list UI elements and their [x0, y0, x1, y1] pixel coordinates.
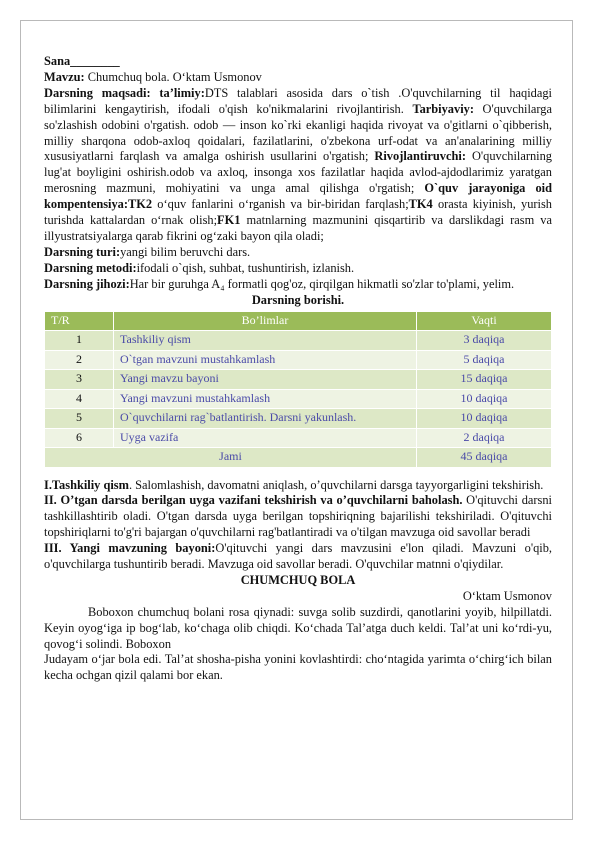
total-value: 45 daqiqa: [417, 448, 552, 468]
row-time: 5 daqiqa: [417, 350, 552, 370]
row-number: 4: [45, 389, 114, 409]
lesson-equipment-value: Har bir guruhga A₄ formatli qog'oz, qirqilgan hikmatli so'zlar to'plami, yelim.: [129, 276, 515, 291]
table-total-row: [45, 448, 552, 468]
row-stage: Tashkiliy qism: [114, 331, 417, 351]
row-time: 3 daqiqa: [417, 331, 552, 351]
section-new-topic: [44, 541, 552, 573]
row-time: 15 daqiqa: [417, 370, 552, 390]
tk4-text: orasta kiyinish, yurish turishda kattalardan o‘rnak olish;: [44, 197, 552, 228]
fk1-label: FK1: [217, 213, 241, 228]
lesson-method-label: Darsning metodi:: [44, 260, 137, 275]
competence-text: o‘quv fanlarini o‘rganish va bir-biridan farqlash;: [152, 197, 409, 212]
fk1-text: matnlarning mazmunini qisqartirib va darslikdagi rasm va illyustratsiyalarga qarab fikrini og‘zaki bayon qila oladi;: [44, 213, 552, 243]
row-stage: O`tgan mavzuni mustahkamlash: [114, 350, 417, 370]
section-1-label: I.Tashkiliy qism: [44, 477, 129, 492]
educational-label: Tarbiyaviy:: [412, 101, 474, 116]
row-stage: Uyga vazifa: [114, 428, 417, 448]
document-body: [44, 54, 552, 684]
row-number: 5: [45, 409, 114, 429]
table-row: [45, 428, 552, 448]
section-2-text: O'qituvchi darsni tashkillashtirib oladi. O'tgan darsda uyga berilgan topshiriqning bajarilishi tekshiriladi. O'qituvchi topshiriqlarni to'g'ri bajargan o'quvchilarni rag'batlantiradi va o'tilgan mavzuga oid savollar beradi: [44, 493, 552, 540]
story-title: CHUMCHUQ BOLA: [240, 572, 356, 587]
header-time: Vaqti: [417, 311, 552, 331]
lesson-type-line: [44, 245, 552, 261]
table-row: [45, 409, 552, 429]
lesson-goals: [44, 86, 552, 245]
row-stage: Yangi mavzuni mustahkamlash: [114, 389, 417, 409]
topic-label: Mavzu:: [44, 69, 85, 84]
row-number: 6: [45, 428, 114, 448]
table-row: [45, 389, 552, 409]
table-title: Darsning borishi.: [251, 292, 345, 307]
row-number: 3: [45, 370, 114, 390]
developmental-text: O'quvchilarning lug'at boyligini oshirish.odob va axloq, insonga xos fazilatlar haqida avlod-ajdodlarimiz yaratgan merosning mazmuni, mohiyatini va unga amal qilishga o'rgatish;: [44, 149, 552, 196]
lesson-equipment-label: Darsning jihozi:: [44, 276, 130, 291]
row-time: 10 daqiqa: [417, 409, 552, 429]
lesson-type-label: Darsning turi:: [44, 244, 121, 259]
row-stage: Yangi mavzu bayoni: [114, 370, 417, 390]
section-organizational: [44, 478, 552, 494]
developmental-label: Rivojlantiruvchi:: [374, 149, 466, 164]
lesson-type-value: yangi bilim beruvchi dars.: [120, 244, 251, 259]
date-label: Sana________: [44, 54, 120, 68]
table-row: [45, 331, 552, 351]
tk4-label: TK4: [408, 197, 433, 212]
section-1-text: . Salomlashish, davomatni aniqlash, o’quvchilarni darsga tayyorgarligini tekshirish.: [128, 477, 544, 492]
section-2-label: II. O’tgan darsda berilgan uyga vazifani tekshirish va o’quvchilarni baholash.: [44, 493, 463, 508]
educational-text: O'quvchilarga so'zlashish odobini o'rgatish. odob — inson ko`rki ekanligi haqida rivoyat va o'gitlarni o`qibberish, milliy sharqona odob-axloq qoidalari, fazilatlarini, o'zbekona urf-odat va an'analarining milliy xususiyatlarni farqlash va amalga oshirish usullarini o'rgatish;: [44, 101, 552, 164]
row-number: 2: [45, 350, 114, 370]
lesson-plan-table: [44, 311, 552, 468]
header-stage: Bo’limlar: [114, 311, 417, 331]
row-number: 1: [45, 331, 114, 351]
topic-line: [44, 70, 552, 86]
header-number: T/R: [45, 311, 114, 331]
section-3-label: III. Yangi mavzuning bayoni:: [44, 541, 216, 556]
lesson-method-line: [44, 261, 552, 277]
total-label: Jami: [45, 448, 417, 468]
story-paragraph: Boboxon chumchuq bolani rosa qiynadi: suvga solib suzdirdi, qanotlarini yoyib, hilpillatdi. Keyin oyog‘iga ip bog‘lab, ko‘chaga olib chiqdi. Ko‘chada Tal’atga duch keldi. Tal’at uni ko‘rdi-yu, qovog‘i solindi. Boboxon: [44, 604, 552, 651]
story-author: O‘ktam Usmonov: [462, 588, 552, 603]
table-row: [45, 370, 552, 390]
topic-value: Chumchuq bola. O‘ktam Usmonov: [84, 69, 262, 84]
section-homework-check: [44, 493, 552, 541]
goal-text: DTS talablari asosida dars o`tish .O'quvchilarning til haqidagi bilimlarini kengaytirish, ifodali o'qish ko'nikmalarini rivojlantirish.: [44, 85, 552, 116]
lesson-method-value: ifodali o`qish, suhbat, tushuntirish, izlanish.: [136, 260, 355, 275]
row-stage: O`quvchilarni rag`batlantirish. Darsni yakunlash.: [114, 409, 417, 429]
row-time: 10 daqiqa: [417, 389, 552, 409]
date-line: [44, 54, 552, 70]
goal-label: Darsning maqsadi: ta’limiy:: [44, 85, 205, 100]
section-3-text: O'qituvchi yangi dars mavzusini e'lon qiladi. Mavzuni o'qib, o'quvchilarga tushuntirib beradi. Mavzuga oid savollar beradi. O'quvchilar matnni o'qiydilar.: [44, 541, 553, 572]
table-row: [45, 350, 552, 370]
competence-label: O`quv jarayoniga oid kompentensiya:TK2: [44, 181, 552, 212]
story-paragraph: Judayam o‘jar bola edi. Tal’at shosha-pisha yonini kovlashtirdi: cho‘ntagida yarimta o‘chirg‘ich bilan kecha ochgan qizil qalami bor ekan.: [44, 652, 552, 683]
table-header-row: [45, 311, 552, 331]
row-time: 2 daqiqa: [417, 428, 552, 448]
lesson-equipment-line: [44, 277, 552, 293]
